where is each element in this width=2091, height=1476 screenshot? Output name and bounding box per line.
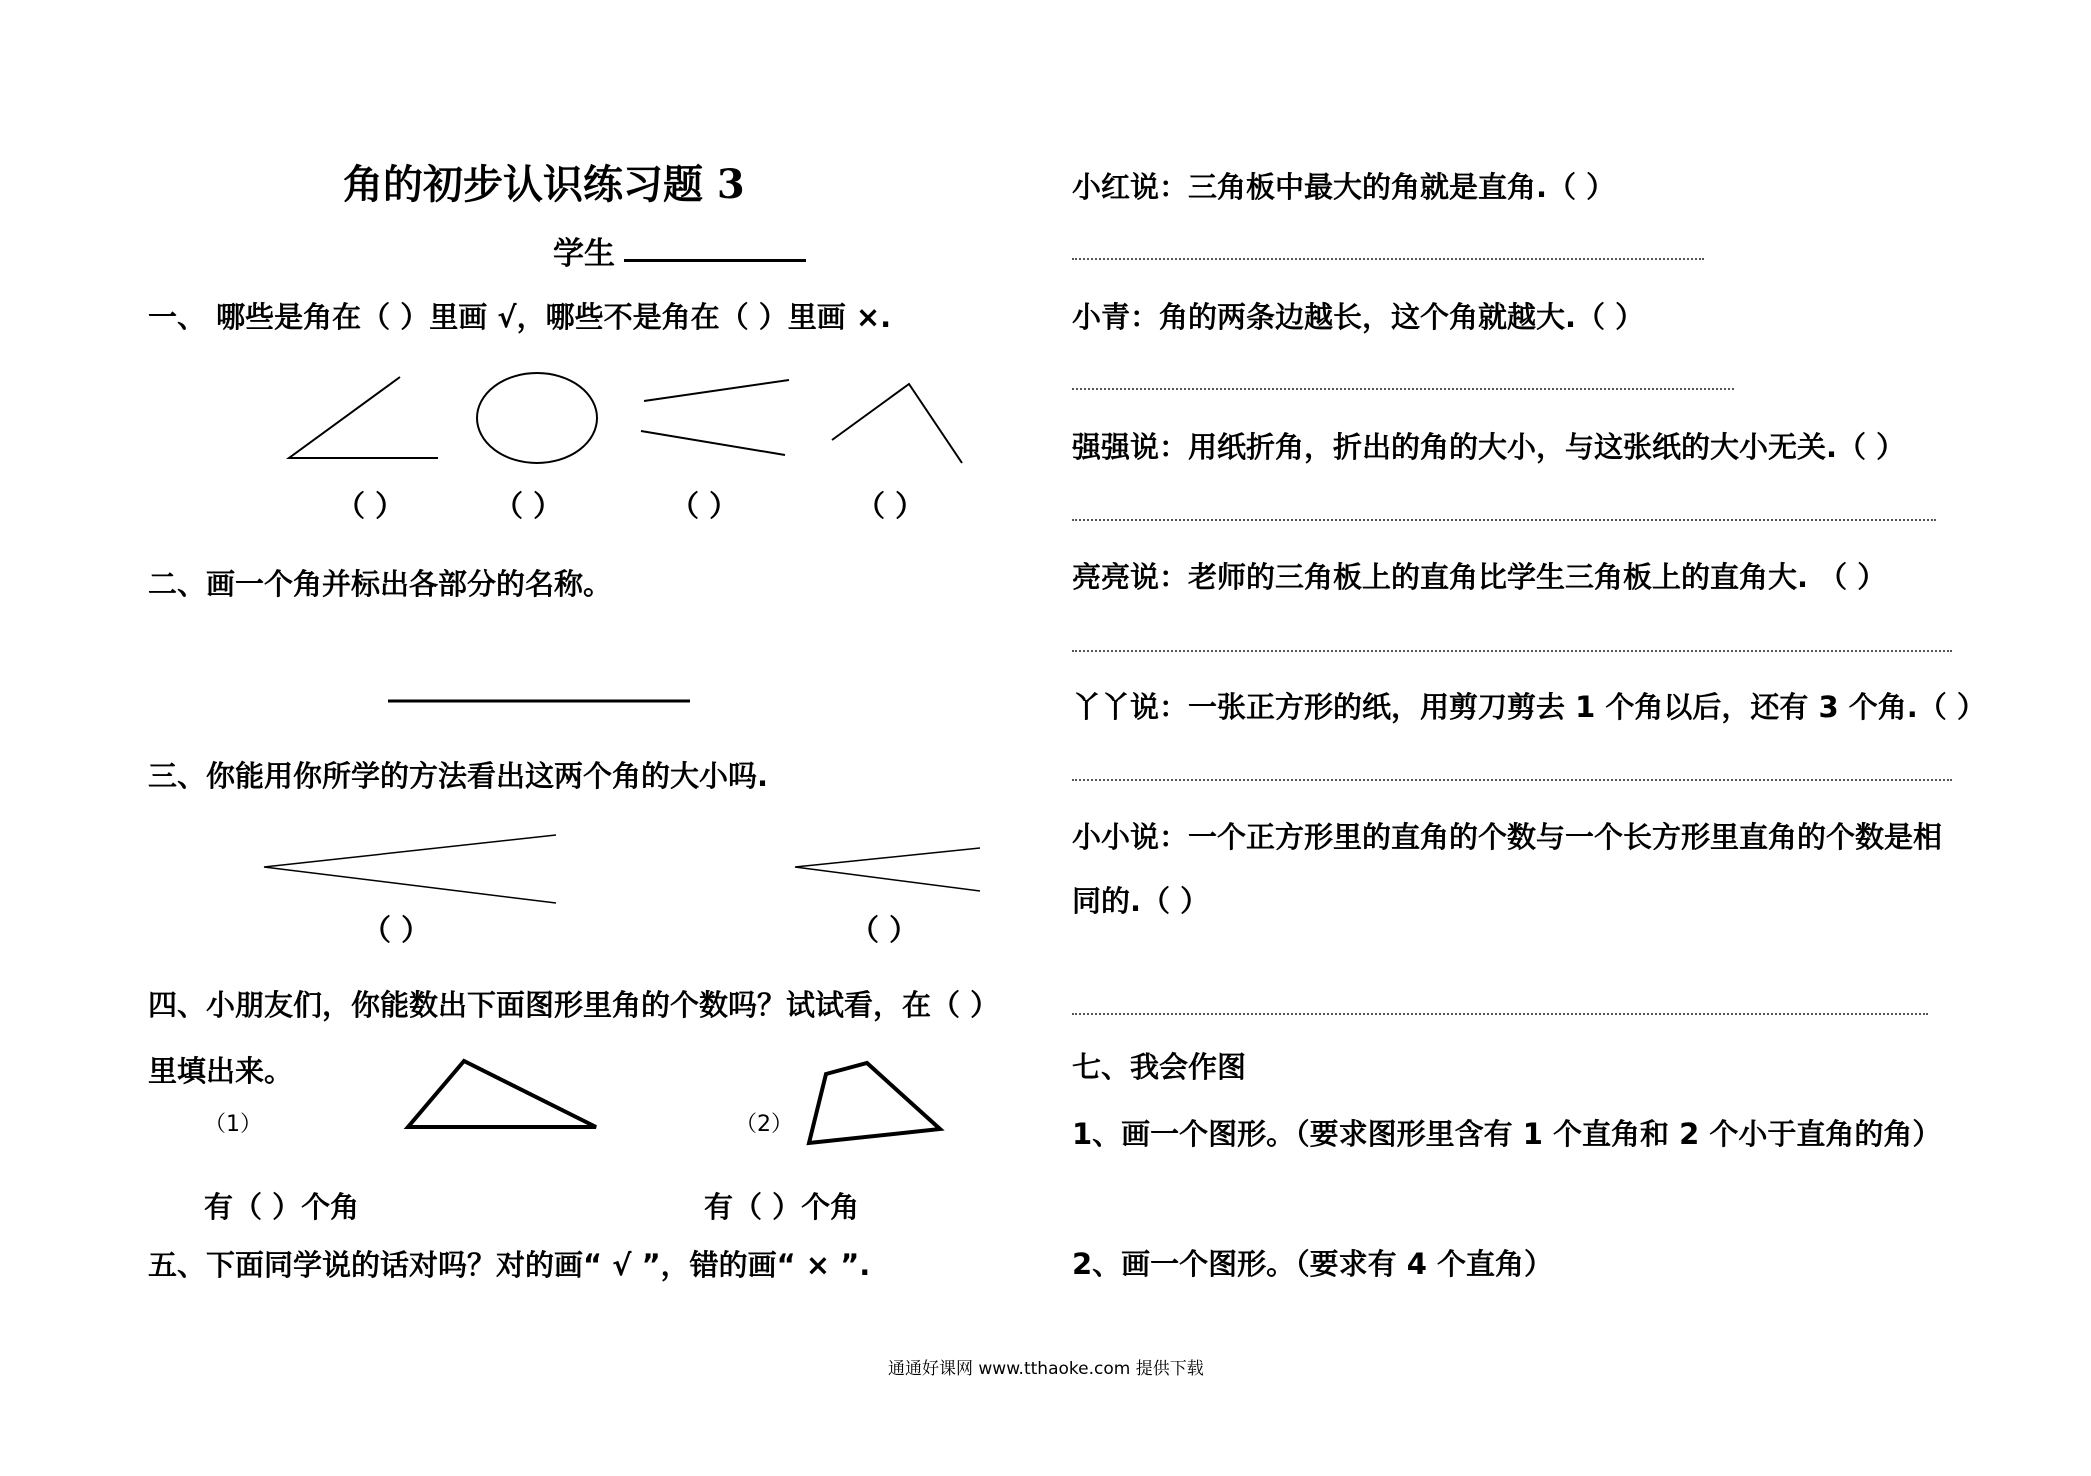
statement-6-line2: 同的.（ ） [1072, 884, 1210, 918]
q1-shape-angle-1 [289, 377, 438, 458]
q3-paren-2[interactable]: （ ） [850, 913, 919, 947]
q1-paren-1[interactable]: （ ） [336, 489, 405, 523]
student-label: 学生 [553, 236, 615, 272]
q1-text: 一、 哪些是角在（ ）里画 √，哪些不是角在（ ）里画 ×. [148, 300, 892, 334]
statement-3-answer-line[interactable] [1072, 519, 1936, 521]
q7-heading: 七、我会作图 [1072, 1050, 1247, 1084]
q4-line2: 里填出来。 [148, 1054, 294, 1088]
statement-6-answer-line[interactable] [1072, 1013, 1928, 1015]
q1-shape-angle-2 [832, 384, 962, 463]
q4-answer-1[interactable]: 有（ ）个角 [204, 1190, 360, 1224]
q5-text: 五、下面同学说的话对吗？对的画“ √ ”，错的画“ × ”. [148, 1248, 871, 1282]
q7-item-1: 1、画一个图形。（要求图形里含有 1 个直角和 2 个小于直角的角） [1072, 1117, 1942, 1151]
q4-quadrilateral [809, 1063, 940, 1143]
statement-5: 丫丫说：一张正方形的纸，用剪刀剪去 1 个角以后，还有 3 个角.（ ） [1072, 690, 1986, 724]
statement-5-answer-line[interactable] [1072, 779, 1952, 781]
q3-angle-2 [795, 848, 980, 891]
footer-source: 通通好课网 www.tthaoke.com 提供下载 [888, 1359, 1204, 1379]
q3-text: 三、你能用你所学的方法看出这两个角的大小吗. [148, 759, 769, 793]
statement-1: 小红说：三角板中最大的角就是直角.（ ） [1072, 170, 1616, 204]
page-title: 角的初步认识练习题 3 [343, 161, 745, 208]
q4-line1: 四、小朋友们，你能数出下面图形里角的个数吗？试试看，在（ ） [148, 988, 1000, 1022]
student-name-line[interactable] [624, 259, 806, 262]
q4-label-2: （2） [735, 1112, 793, 1137]
statement-4-answer-line[interactable] [1072, 650, 1952, 652]
q4-triangle [408, 1061, 596, 1127]
statement-6-line1: 小小说：一个正方形里的直角的个数与一个长方形里直角的个数是相 [1072, 820, 1943, 854]
statement-2: 小青：角的两条边越长，这个角就越大.（ ） [1072, 300, 1645, 334]
q1-paren-2[interactable]: （ ） [494, 489, 563, 523]
q1-shape-open-line-top [644, 380, 789, 401]
q1-shape-circle [477, 373, 597, 463]
statement-2-answer-line[interactable] [1072, 388, 1734, 390]
q2-text: 二、画一个角并标出各部分的名称。 [148, 567, 613, 601]
q7-item-2: 2、画一个图形。（要求有 4 个直角） [1072, 1247, 1554, 1281]
q1-paren-3[interactable]: （ ） [670, 489, 739, 523]
statement-3: 强强说：用纸折角，折出的角的大小，与这张纸的大小无关.（ ） [1072, 430, 1906, 464]
q4-label-1: （1） [204, 1112, 262, 1137]
q3-paren-1[interactable]: （ ） [362, 913, 431, 947]
q4-answer-2[interactable]: 有（ ）个角 [704, 1190, 860, 1224]
statement-1-answer-line[interactable] [1072, 258, 1704, 260]
q3-angle-1 [264, 835, 556, 903]
q1-shape-open-line-bottom [641, 431, 785, 455]
q1-paren-4[interactable]: （ ） [856, 489, 925, 523]
statement-4: 亮亮说：老师的三角板上的直角比学生三角板上的直角大. （ ） [1072, 560, 1887, 594]
